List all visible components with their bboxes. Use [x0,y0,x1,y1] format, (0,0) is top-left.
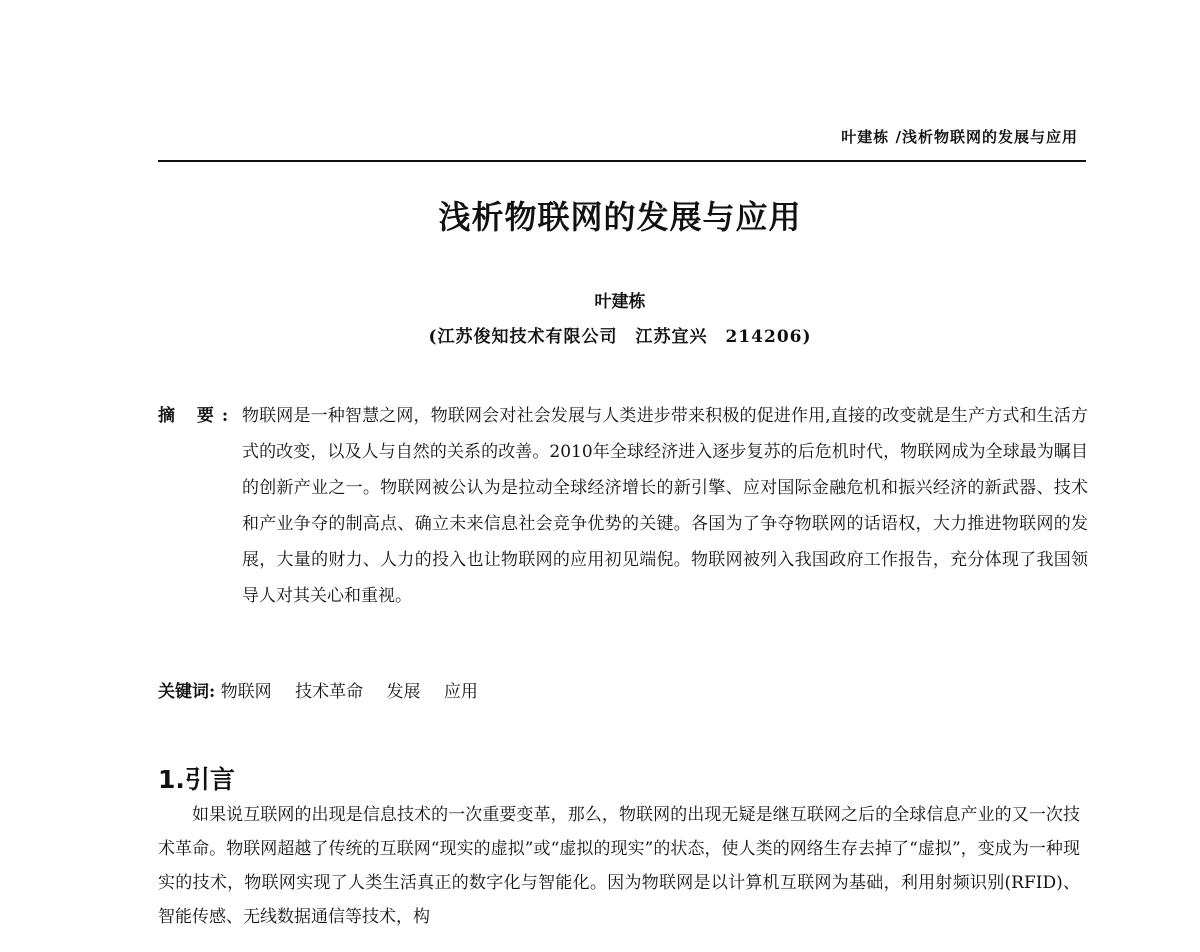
keyword-item: 发展 [386,682,421,702]
abstract-label: 摘 要: [158,406,237,426]
running-head: 叶建栋 /浅析物联网的发展与应用 [841,128,1078,146]
header-rule [158,160,1086,162]
keywords-line [158,680,496,704]
body-paragraph: 如果说互联网的出现是信息技术的一次重要变革，那么，物联网的出现无疑是继互联网之后的全球信息产业的又一次技术革命。物联网超越了传统的互联网“现实的虚拟”或“虚拟的现实”的状态，使人类的网络生存去掉了“虚拟”，变成为一种现实的技术，物联网实现了人类生活真正的数字化与智能化。因为物联网是以计算机互联网为基础，利用射频识别(RFID)、智能传感、无线数据通信等技术，构 [158,805,1080,927]
abstract-block [158,398,1088,614]
author-affiliation: (江苏俊知技术有限公司 江苏宜兴 214206) [428,327,812,347]
paper-title: 浅析物联网的发展与应用 [438,198,802,236]
section-heading: 1.引言 [158,765,235,794]
keyword-item: 技术革命 [295,682,364,702]
keyword-item: 应用 [443,682,478,702]
abstract-text: 物联网是一种智慧之网，物联网会对社会发展与人类进步带来积极的促进作用,直接的改变就是生产方式和生活方式的改变，以及人与自然的关系的改善。2010年全球经济进入逐步复苏的后危机时代，物联网成为全球最为瞩目的创新产业之一。物联网被公认为是拉动全球经济增长的新引擎、应对国际金融危机和振兴经济的新武器、技术和产业争夺的制高点、确立未来信息社会竞争优势的关键。各国为了争夺物联网的话语权，大力推进物联网的发展，大量的财力、人力的投入也让物联网的应用初见端倪。物联网被列入我国政府工作报告，充分体现了我国领导人对其关心和重视。 [242,406,1088,606]
keyword-item: 物联网 [220,682,272,702]
author-name: 叶建栋 [594,292,646,312]
keywords-label: 关键词: [158,682,216,702]
